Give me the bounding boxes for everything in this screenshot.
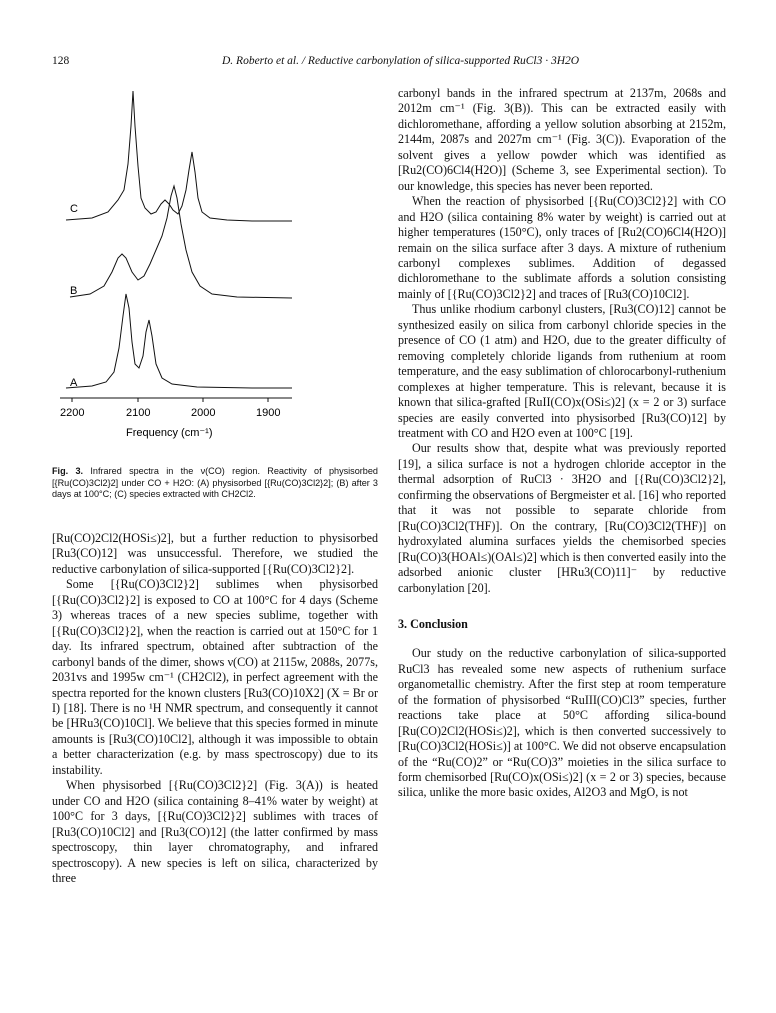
x-tick-label-2000: 2000 (191, 407, 216, 419)
trace-b (70, 186, 292, 298)
section-heading: 3. Conclusion (398, 616, 468, 631)
left-paragraph-3: When physisorbed [{Ru(CO)3Cl2}2] (Fig. 3(A)) is heated under CO and H2O (silica containing 8–41% water by weight) at 100°C for 3 days, [{Ru(CO)3Cl2}2] sublimes with traces of [Ru3(CO)10Cl2] and [Ru3(CO)12] (the latter confirmed by mass spectroscopy, thin layer chromatography, and infrared spectroscopy). A new species is left on silica, characterized by three (52, 778, 378, 885)
left-column (52, 531, 378, 886)
ir-spectra-figure (52, 86, 378, 464)
right-paragraph-4: Our results show that, despite what was previously reported [19], a silica surface is not a hydrogen chloride acceptor in the thermal adsorption of RuCl3 · 3H2O and [{Ru(CO)3Cl2}2], confirming the observations of Bergmeister et al. [16] who reported that it was not possible to separate chloride from [Ru(CO)3Cl2(THF)]. On the contrary, [Ru(CO)3Cl2(THF)] on hydroxylated alumina surfaces yields the chemisorbed species [Ru(CO)3(HOAl≤)(OAl≤)2] which is then converted easily into the adsorbed anionic cluster [HRu3(CO)11]⁻ by reductive carbonylation [20]. (398, 441, 726, 595)
x-axis-title: Frequency (cm⁻¹) (126, 427, 213, 439)
left-paragraph-1: [Ru(CO)2Cl2(HOSi≤)2], but a further reduction to physisorbed [Ru3(CO)12] was unsuccessful. Therefore, we studied the reductive carbonylation of silica-supported [{Ru(CO)3Cl2}2]. (52, 531, 378, 576)
trace-label-a: A (70, 377, 78, 389)
right-paragraph-3: Thus unlike rhodium carbonyl clusters, [Ru3(CO)12] cannot be synthesized easily on silica from carbonyl chloride species in the presence of CO (1 atm) and H2O, due to the greater difficulty of removing completely chloride ligands from ruthenium at room temperature, and the easy sublimation of chlorocarbonyl-ruthenium complexes at higher temperature. This is relevant, because it is known that silica-grafted [RuII(CO)x(OSi≤)2] (x = 2 or 3) surface species are easily converted into physisorbed [Ru3(CO)12] by treatment with CO and H2O even at 100°C [19]. (398, 302, 726, 440)
trace-c (66, 91, 292, 221)
right-paragraph-2: When the reaction of physisorbed [{Ru(CO)3Cl2}2] with CO and H2O (silica containing 8% water by weight) is carried out at higher temperatures (150°C), only traces of [Ru2(CO)6Cl4(H2O)] remain on the silica surface after 3 days. A mixture of ruthenium carbonyl complexes sublimes. Addition of degassed dichloromethane to the sublimate affords a solution consisting mainly of [{Ru(CO)3Cl2}2] and traces of [Ru3(CO)10Cl2]. (398, 194, 726, 301)
x-tick-label-1900: 1900 (256, 407, 281, 419)
x-tick-label-2200: 2200 (60, 407, 85, 419)
x-tick-label-2100: 2100 (126, 407, 151, 419)
trace-a (66, 294, 292, 388)
ir-spectra-plot (52, 86, 378, 464)
trace-label-c: C (70, 203, 78, 215)
figure-caption-label: Fig. 3. (52, 466, 84, 476)
trace-label-b: B (70, 285, 78, 297)
conclusion-paragraph-1: Our study on the reductive carbonylation of silica-supported RuCl3 has revealed some new aspects of ruthenium surface organometallic chemistry. After the first step at room temperature of the formation of physisorbed “RuIII(CO)Cl3” species, further reactions take place at 50°C affording silica-bound [Ru(CO)2Cl2(HOSi≤)2], which is then converted successively to [Ru(CO)3Cl2(HOSi≤)] at 100°C. We did not observe encapsulation of the “Ru(CO)2” or “Ru(CO)3” moieties in the silica surface to form chemisorbed [Ru(CO)x(OSi≤)2] (x = 2 or 3) species, because silica, unlike the more basic oxides, Al2O3 and MgO, is not (398, 646, 726, 800)
right-column (398, 86, 726, 801)
right-paragraph-1: carbonyl bands in the infrared spectrum at 2137m, 2068s and 2012m cm⁻¹ (Fig. 3(B)). This can be extracted easily with dichloromethane, affording a yellow solution absorbing at 2152m, 2144m, 2087s and 2027m cm⁻¹ (Fig. 3(C)). Evaporation of the solvent gives a yellow powder which was identified as [Ru2(CO)6Cl4(H2O)] (Scheme 3, see Experimental section). To our knowledge, this species has never been reported. (398, 86, 726, 193)
figure-caption-text: Infrared spectra in the ν(CO) region. Reactivity of physisorbed [{Ru(CO)3Cl2}2] under CO + H2O: (A) physisorbed [{Ru(CO)3Cl2}2]; (B) after 3 days at 100°C; (C) species extracted with CH2Cl2. (52, 466, 378, 500)
running-head: D. Roberto et al. / Reductive carbonylation of silica-supported RuCl3 · 3H2O (222, 55, 580, 67)
page-number: 128 (52, 55, 70, 67)
left-paragraph-2: Some [{Ru(CO)3Cl2}2] sublimes when physisorbed [{Ru(CO)3Cl2}2] is exposed to CO at 100°C for 4 days (Scheme 3) whereas traces of a new species sublime, together with [{Ru(CO)3Cl2}2], when the reaction is carried out at 150°C for 1 day. Its infrared spectrum, obtained after subtraction of the carbonyl bands of the dimer, shows ν(CO) at 2115w, 2088s, 2077s, 2031vs and 1995w cm⁻¹ (CH2Cl2), in perfect agreement with the spectra reported for the known clusters [Ru3(CO)10X2] (X = Br or I) [18]. There is no ¹H NMR spectrum, and consequently it cannot be [HRu3(CO)10Cl]. We believe that this species formed in minute amounts is [Ru3(CO)10Cl2], although it was impossible to obtain a better characterization (e.g. by mass spectroscopy) due to its instability. (52, 577, 378, 777)
page-header (52, 55, 724, 71)
figure-caption (52, 466, 378, 501)
